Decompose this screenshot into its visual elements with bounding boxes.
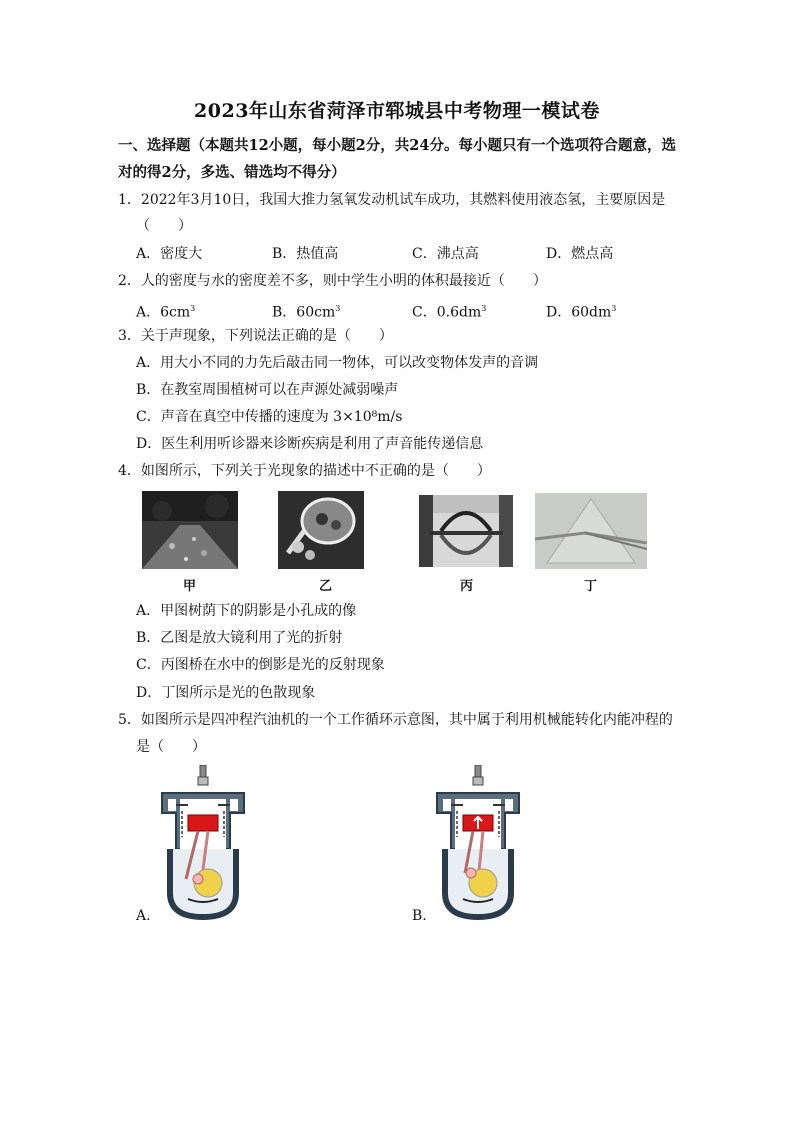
q1-stem-line1: 1．2022年3月10日，我国大推力氢氧发动机试车成功，其燃料使用液态氢，主要原因是 [118, 192, 666, 208]
q2-stem: 2．人的密度与水的密度差不多，则中学生小明的体积最接近（ ） [118, 273, 547, 289]
section-heading-line2: 对的得2分，多选、错选均不得分） [118, 164, 346, 181]
q5-stem-line1: 5．如图所示是四冲程汽油机的一个工作循环示意图，其中属于利用机械能转化内能冲程的 [118, 712, 673, 728]
q1-option-d: D．燃点高 [546, 246, 614, 262]
q4-caption-yi: 乙 [319, 579, 333, 594]
q2-option-a: A．$6cm^3$ [136, 304, 196, 321]
q4-photo-bing [419, 495, 513, 567]
q1-stem-line2: （ ） [136, 218, 192, 234]
q4-photo-yi [278, 491, 364, 569]
q3-option-a: A．用大小不同的力先后敲击同一物体，可以改变物体发声的音调 [136, 355, 539, 371]
q3-stem: 3．关于声现象，下列说法正确的是（ ） [118, 328, 393, 344]
q2-option-d: D．$60dm^3$ [546, 304, 617, 321]
q4-option-a: A．甲图树荫下的阴影是小孔成的像 [136, 603, 357, 619]
q4-photo-jia [142, 491, 238, 569]
q5-label-b: B. [412, 908, 427, 924]
q2-option-b: B．$60cm^3$ [272, 304, 341, 321]
q4-option-c: C．丙图桥在水中的倒影是光的反射现象 [136, 657, 385, 673]
q4-caption-bing: 丙 [460, 579, 474, 594]
q3-option-b: B．在教室周围植树可以在声源处减弱噪声 [136, 382, 399, 398]
q1-option-b: B．热值高 [272, 246, 339, 262]
section-heading-line1: 一、选择题（本题共12小题，每小题2分，共24分。每小题只有一个选项符合题意，选 [118, 137, 676, 154]
q1-option-c: C．沸点高 [412, 246, 479, 262]
section-heading [118, 132, 693, 186]
q5-stem-line2: 是（ ） [136, 739, 206, 755]
q5-label-a: A. [136, 908, 151, 924]
q5-engine-diagram-b [433, 765, 523, 921]
q4-caption-jia: 甲 [183, 579, 197, 594]
q2-option-c: C．$0.6dm^3$ [412, 304, 487, 321]
q4-option-d: D．丁图所示是光的色散现象 [136, 685, 316, 701]
q4-caption-ding: 丁 [584, 579, 598, 594]
q1-option-a: A．密度大 [136, 246, 203, 262]
q3-option-c: C．声音在真空中传播的速度为 3×10⁸m/s [136, 409, 403, 425]
q3-option-d: D．医生利用听诊器来诊断疾病是利用了声音能传递信息 [136, 436, 484, 452]
q5-engine-diagram-a [158, 765, 248, 921]
q4-stem: 4．如图所示，下列关于光现象的描述中不正确的是（ ） [118, 463, 491, 479]
exam-title: 2023年山东省菏泽市郓城县中考物理一模试卷 [194, 100, 600, 122]
q4-option-b: B．乙图是放大镜利用了光的折射 [136, 630, 343, 646]
q4-photo-ding [535, 493, 647, 569]
